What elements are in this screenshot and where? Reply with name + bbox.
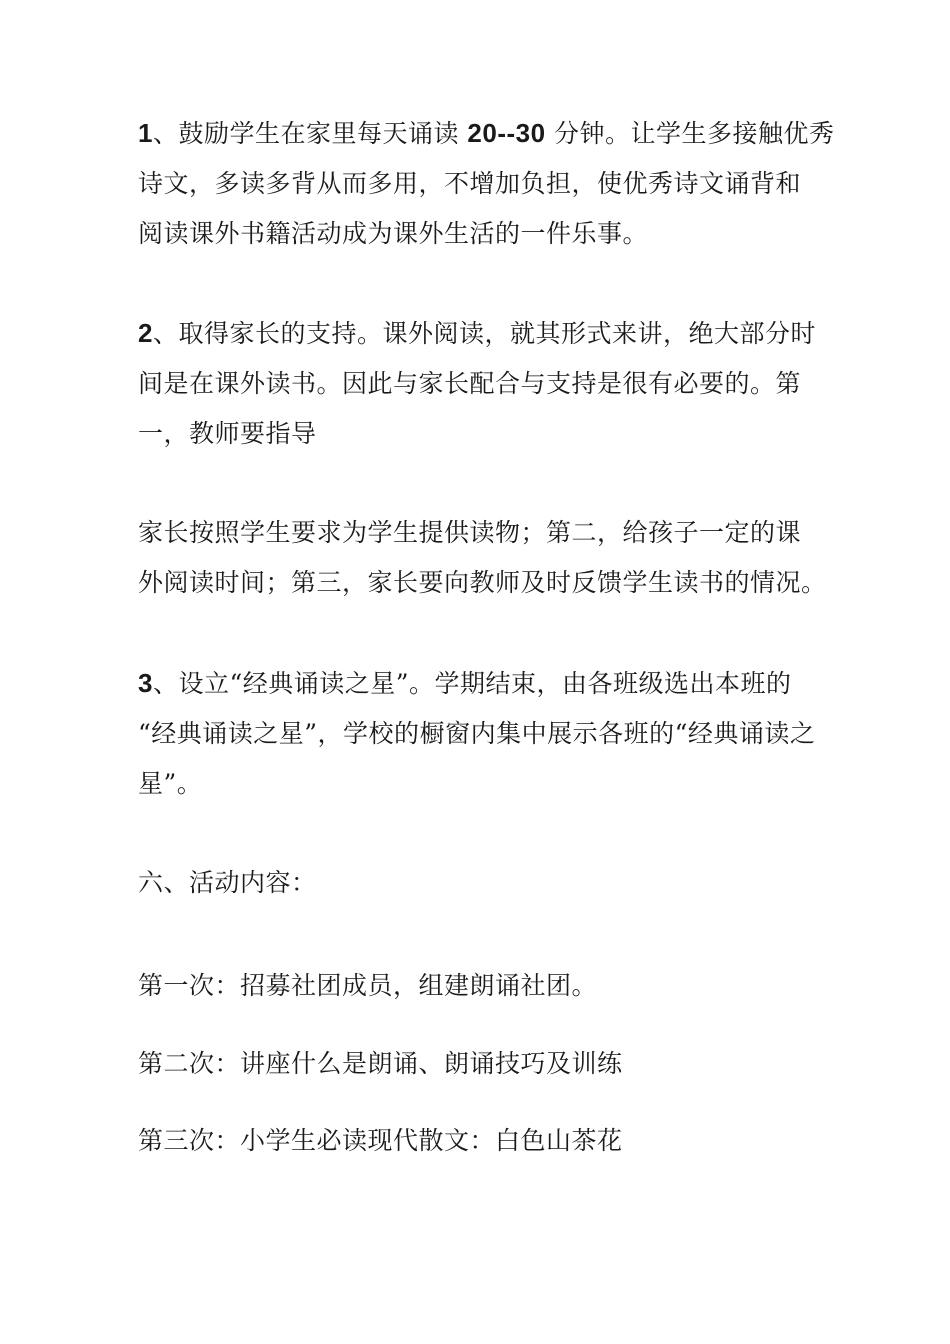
paragraph-line: 星”。 <box>138 769 203 798</box>
session-text: 第二次：讲座什么是朗诵、朗诵技巧及训练 <box>138 1049 623 1078</box>
paragraph-line <box>138 108 835 159</box>
minutes-range: 20--30 <box>467 118 546 148</box>
item-number: 2 <box>138 318 153 348</box>
paragraph-line: 阅读课外书籍活动成为课外生活的一件乐事。 <box>138 219 649 248</box>
paragraph-line: 间是在课外读书。因此与家长配合与支持是很有必要的。第 <box>138 369 802 398</box>
session-item-3 <box>138 1116 828 1166</box>
paragraph-line: 诗文，多读多背从而多用，不增加负担，使优秀诗文诵背和 <box>138 169 802 198</box>
paragraph-parent-guidance <box>138 508 828 608</box>
text-segment: 、取得家长的支持。课外阅读，就其形式来讲，绝大部分时 <box>152 319 816 348</box>
paragraph-line: 一，教师要指导 <box>138 419 317 448</box>
paragraph-line <box>138 658 828 709</box>
text-segment: 、设立“经典诵读之星”。学期结束，由各班级选出本班的 <box>152 669 792 698</box>
paragraph-line <box>138 308 828 359</box>
text-segment: 、鼓励学生在家里每天诵读 <box>152 119 468 148</box>
session-text: 第一次：招募社团成员，组建朗诵社团。 <box>138 971 598 1000</box>
paragraph-reading-star <box>138 658 828 809</box>
item-number: 1 <box>138 118 153 148</box>
session-item-1 <box>138 961 828 1011</box>
section-heading-activities <box>138 858 828 908</box>
text-segment: 分钟。让学生多接触优秀 <box>545 119 835 148</box>
paragraph-line: “经典诵读之星”，学校的橱窗内集中展示各班的“经典诵读之 <box>138 719 816 748</box>
paragraph-line: 外阅读时间；第三，家长要向教师及时反馈学生读书的情况。 <box>138 568 827 597</box>
session-text: 第三次：小学生必读现代散文：白色山茶花 <box>138 1126 623 1155</box>
heading-text: 六、活动内容： <box>138 868 317 897</box>
paragraph-line: 家长按照学生要求为学生提供读物；第二，给孩子一定的课 <box>138 518 802 547</box>
session-item-2 <box>138 1039 828 1089</box>
paragraph-encourage-reading <box>138 108 835 259</box>
paragraph-parent-support <box>138 308 828 459</box>
item-number: 3 <box>138 668 153 698</box>
